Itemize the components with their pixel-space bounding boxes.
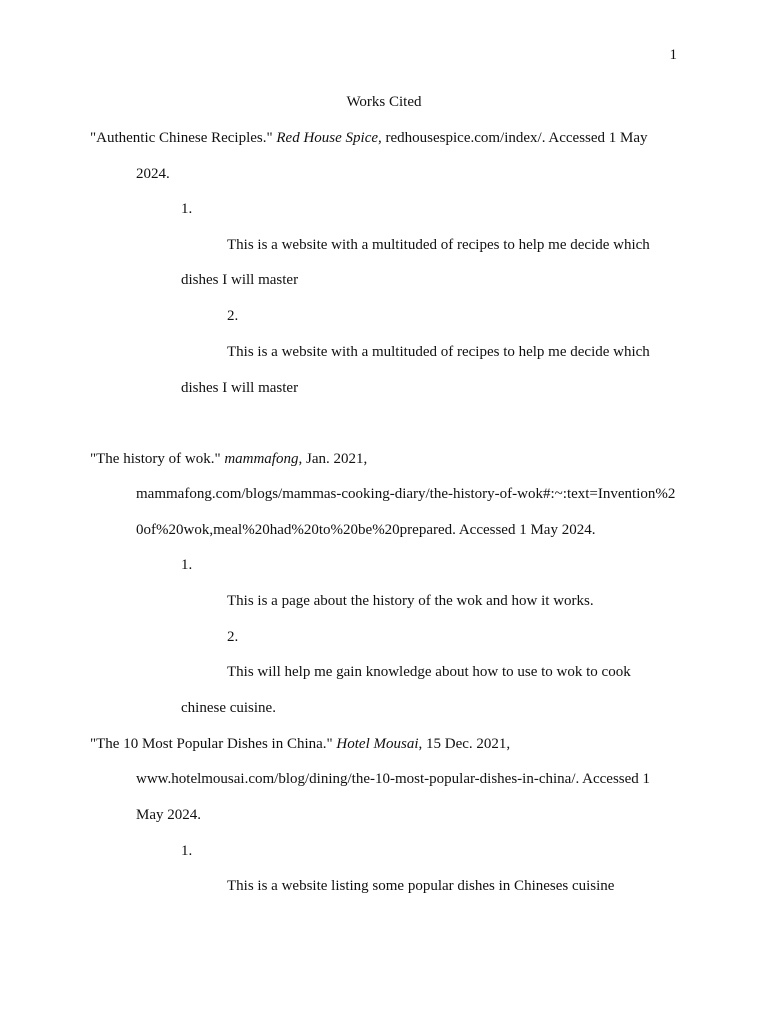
citation-text: , Jan. 2021, xyxy=(298,451,368,467)
citation-line xyxy=(90,450,367,468)
note-text: dishes I will master xyxy=(181,272,299,288)
citation-text: "Authentic Chinese Reciples." xyxy=(90,130,277,146)
citation-source-title: Hotel Mousai xyxy=(336,736,419,752)
page-title: Works Cited xyxy=(346,94,422,110)
citation-text: "The 10 Most Popular Dishes in China." xyxy=(90,736,337,752)
note-number: 2. xyxy=(227,308,239,324)
note-text: This is a website with a multituded of recipes to help me decide which xyxy=(227,344,650,360)
citation-line xyxy=(90,735,510,753)
page-number: 1 xyxy=(669,47,677,63)
note-text: This is a page about the history of the wok and how it works. xyxy=(227,593,594,609)
citation-url: mammafong.com/blogs/mammas-cooking-diary/the-history-of-wok#:~:text=Invention%2 xyxy=(136,486,676,502)
citation-text: , redhousespice.com/index/. Accessed 1 May xyxy=(378,130,648,146)
citation-source-title: mammafong xyxy=(224,451,299,467)
note-number: 1. xyxy=(181,201,193,217)
note-text: This will help me gain knowledge about how to use to wok to cook xyxy=(227,664,631,680)
citation-line: 0of%20wok,meal%20had%20to%20be%20prepared. Accessed 1 May 2024. xyxy=(136,522,596,538)
citation-url: www.hotelmousai.com/blog/dining/the-10-most-popular-dishes-in-china/. Accessed 1 xyxy=(136,771,651,787)
note-text: This is a website with a multituded of recipes to help me decide which xyxy=(227,237,650,253)
note-number: 2. xyxy=(227,629,239,645)
citation-line: May 2024. xyxy=(136,807,201,823)
citation-line xyxy=(90,129,648,147)
citation-text: , 15 Dec. 2021, xyxy=(418,736,511,752)
note-text: chinese cuisine. xyxy=(181,700,276,716)
citation-source-title: Red House Spice xyxy=(276,130,379,146)
citation-text: "The history of wok." xyxy=(90,451,225,467)
note-number: 1. xyxy=(181,557,193,573)
note-text: dishes I will master xyxy=(181,380,299,396)
citation-line: 2024. xyxy=(136,166,170,182)
note-text: This is a website listing some popular dishes in Chineses cuisine xyxy=(227,878,615,894)
note-number: 1. xyxy=(181,843,193,859)
